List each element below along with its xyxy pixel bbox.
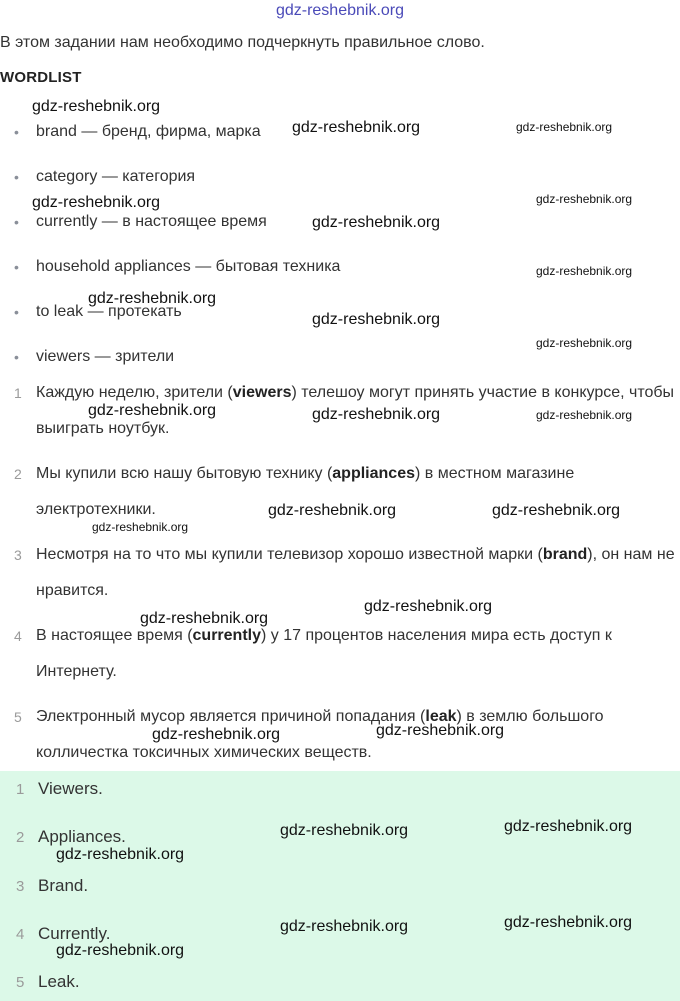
- exercise-sentence: Электронный мусор является причиной попадания (leak) в землю большого колличестка токсичных химических веществ.: [36, 708, 604, 761]
- watermark: gdz-reshebnik.org: [56, 846, 185, 863]
- answer-text: Brand.: [38, 876, 89, 895]
- answer-word: appliances: [332, 465, 415, 482]
- watermark: gdz-reshebnik.org: [268, 502, 397, 519]
- task-intro: В этом задании нам необходимо подчеркнуть правильное слово.: [0, 34, 485, 51]
- wordlist-text: household appliances — бытовая техника: [36, 258, 341, 275]
- watermark: gdz-reshebnik.org: [492, 502, 621, 519]
- answers-panel: [0, 771, 680, 1001]
- exercise-sentence: В настоящее время (currently) у 17 процентов населения мира есть доступ к Интернету.: [36, 627, 612, 680]
- watermark: gdz-reshebnik.org: [280, 822, 409, 839]
- answer-number: 3: [16, 878, 25, 895]
- wordlist-text: viewers — зрители: [36, 348, 175, 365]
- exercise-number: 1: [14, 385, 22, 401]
- watermark: gdz-reshebnik.org: [140, 610, 269, 627]
- wordlist-heading: WORDLIST: [0, 69, 82, 86]
- watermark: gdz-reshebnik.org: [32, 98, 161, 115]
- watermark: gdz-reshebnik.org: [312, 406, 441, 423]
- watermark: gdz-reshebnik.org: [152, 726, 281, 743]
- answer-text: Leak.: [38, 972, 80, 991]
- site-header-link[interactable]: gdz-reshebnik.org: [275, 2, 405, 19]
- answer-text: Currently.: [38, 924, 111, 943]
- bullet-icon: •: [14, 349, 19, 365]
- watermark: gdz-reshebnik.org: [376, 722, 505, 739]
- watermark: gdz-reshebnik.org: [280, 918, 409, 935]
- answer-word: leak: [425, 708, 457, 725]
- exercise-sentence: Несмотря на то что мы купили телевизор хорошо известной марки (brand), он нам не нравится.: [36, 546, 675, 599]
- watermark: gdz-reshebnik.org: [364, 598, 493, 615]
- answer-word: viewers: [232, 384, 292, 401]
- answer-word: currently: [192, 627, 261, 644]
- answer-number: 4: [16, 926, 25, 943]
- answer-number: 5: [16, 974, 25, 991]
- exercise-number: 3: [14, 547, 22, 563]
- watermark: gdz-reshebnik.org: [536, 264, 633, 278]
- watermark: gdz-reshebnik.org: [32, 194, 161, 211]
- wordlist-text: category — категория: [36, 168, 196, 185]
- bullet-icon: •: [14, 169, 19, 185]
- watermark: gdz-reshebnik.org: [536, 408, 633, 422]
- watermark: gdz-reshebnik.org: [312, 214, 441, 231]
- answer-number: 2: [16, 829, 25, 846]
- exercise-number: 2: [14, 466, 22, 482]
- watermark: gdz-reshebnik.org: [292, 119, 421, 136]
- answer-number: 1: [16, 781, 25, 798]
- bullet-icon: •: [14, 259, 19, 275]
- bullet-icon: •: [14, 124, 19, 140]
- wordlist-text: brand — бренд, фирма, марка: [36, 123, 261, 140]
- watermark: gdz-reshebnik.org: [504, 914, 633, 931]
- bullet-icon: •: [14, 304, 19, 320]
- wordlist-text: to leak — протекать: [36, 303, 182, 320]
- watermark: gdz-reshebnik.org: [536, 192, 633, 206]
- exercise-sentence: Мы купили всю нашу бытовую технику (appliances) в местном магазине электротехники.: [36, 465, 575, 518]
- watermark: gdz-reshebnik.org: [88, 290, 217, 307]
- watermark: gdz-reshebnik.org: [536, 336, 633, 350]
- answer-word: brand: [542, 546, 588, 563]
- exercise-number: 4: [14, 628, 22, 644]
- watermark: gdz-reshebnik.org: [92, 520, 189, 534]
- answer-text: Appliances.: [38, 827, 126, 846]
- watermark: gdz-reshebnik.org: [516, 120, 613, 134]
- watermark: gdz-reshebnik.org: [312, 311, 441, 328]
- watermark: gdz-reshebnik.org: [88, 402, 217, 419]
- answer-text: Viewers.: [38, 779, 103, 798]
- watermark: gdz-reshebnik.org: [56, 942, 185, 959]
- bullet-icon: •: [14, 214, 19, 230]
- exercise-sentence: Каждую неделю, зрители (viewers) телешоу могут принять участие в конкурсе, чтобы выиграть ноутбук.: [36, 384, 675, 437]
- exercise-number: 5: [14, 709, 22, 725]
- wordlist-text: currently — в настоящее время: [36, 213, 267, 230]
- watermark: gdz-reshebnik.org: [504, 818, 633, 835]
